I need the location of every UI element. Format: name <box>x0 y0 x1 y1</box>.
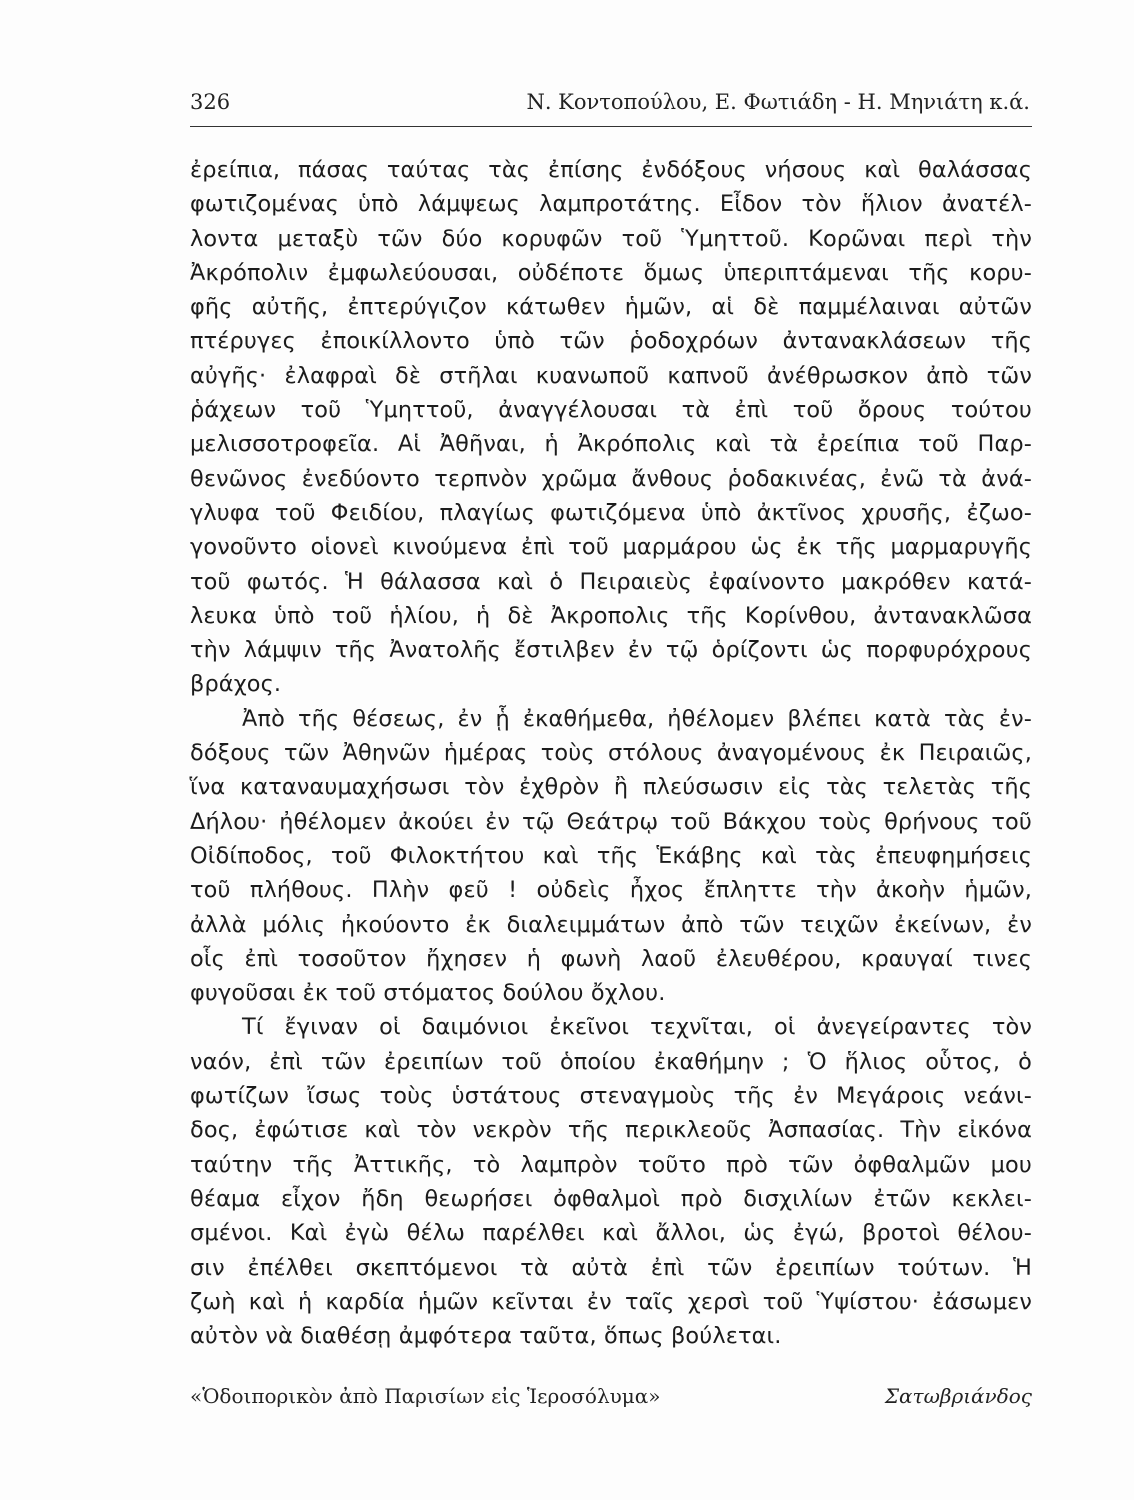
text-line: ζωὴ καὶ ἡ καρδία ἡμῶν κεῖνται ἐν ταῖς χερσὶ τοῦ Ὑψίστου· ἐάσωμεν <box>190 1288 1032 1315</box>
text-line: ἵνα καταναυμαχήσωσι τὸν ἐχθρὸν ἢ πλεύσωσιν εἰς τὰς τελετὰς τῆς <box>190 774 1032 801</box>
text-line: τοῦ πλήθους. Πλὴν φεῦ ! οὐδεὶς ἦχος ἔπληττε τὴν ἀκοὴν ἡμῶν, <box>190 877 1032 904</box>
text-line: βράχος. <box>190 671 282 698</box>
text-line: λοντα μεταξὺ τῶν δύο κορυφῶν τοῦ Ὑμηττοῦ. Κορῶναι περὶ τὴν <box>190 225 1032 252</box>
text-line: γλυφα τοῦ Φειδίου, πλαγίως φωτιζόμενα ὑπὸ ἀκτῖνος χρυσῆς, ἐζωο- <box>190 499 1032 526</box>
text-line: Δήλου· ἠθέλομεν ἀκούει ἐν τῷ Θεάτρῳ τοῦ Βάκχου τοὺς θρήνους τοῦ <box>190 808 1032 835</box>
text-line: φυγοῦσαι ἐκ τοῦ στόματος δούλου ὄχλου. <box>190 980 666 1007</box>
body-text <box>190 153 1032 1353</box>
text-line: πτέρυγες ἐποικίλλοντο ὑπὸ τῶν ῥοδοχρόων ἀντανακλάσεων τῆς <box>190 328 1032 355</box>
text-line: ῥάχεων τοῦ Ὑμηττοῦ, ἀναγγέλουσαι τὰ ἐπὶ τοῦ ὄρους τούτου <box>190 397 1032 424</box>
text-line: θέαμα εἶχον ἤδη θεωρήσει ὀφθαλμοὶ πρὸ δισχιλίων ἐτῶν κεκλει- <box>190 1185 1032 1212</box>
text-line: τὴν λάμψιν τῆς Ἀνατολῆς ἔστιλβεν ἐν τῷ ὁρίζοντι ὡς πορφυρόχρους <box>190 637 1032 664</box>
text-line: φωτίζων ἴσως τοὺς ὑστάτους στεναγμοὺς τῆς ἐν Μεγάροις νεάνι- <box>190 1083 1032 1110</box>
citation-source: «Ὁδοιπορικὸν ἀπὸ Παρισίων εἰς Ἱεροσόλυμα» <box>190 1384 661 1408</box>
text-line: μελισσοτροφεῖα. Αἱ Ἀθῆναι, ἡ Ἀκρόπολις καὶ τὰ ἐρείπια τοῦ Παρ- <box>190 431 1032 458</box>
text-line: οἷς ἐπὶ τοσοῦτον ἤχησεν ἡ φωνὴ λαοῦ ἐλευθέρου, κραυγαί τινες <box>190 945 1032 972</box>
text-line: δος, ἐφώτισε καὶ τὸν νεκρὸν τῆς περικλεοῦς Ἀσπασίας. Τὴν εἰκόνα <box>190 1117 1032 1144</box>
text-line: αὐγῆς· ἐλαφραὶ δὲ στῆλαι κυανωποῦ καπνοῦ ἀνέθρωσκον ἀπὸ τῶν <box>190 362 1032 389</box>
text-line: σμένοι. Καὶ ἐγὼ θέλω παρέλθει καὶ ἄλλοι, ὡς ἐγώ, βροτοὶ θέλου- <box>190 1220 1032 1247</box>
footer-citation <box>190 1384 1032 1420</box>
text-line: Τί ἔγιναν οἱ δαιμόνιοι ἐκεῖνοι τεχνῖται, οἱ ἀνεγείραντες τὸν <box>242 1014 1032 1041</box>
text-line: ἀλλὰ μόλις ἠκούοντο ἐκ διαλειμμάτων ἀπὸ τῶν τειχῶν ἐκείνων, ἐν <box>190 911 1032 938</box>
running-head <box>190 90 1030 122</box>
running-head-authors: Ν. Κοντοπούλου, Ε. Φωτιάδη - Η. Μηνιάτη κ.ά. <box>526 90 1030 114</box>
text-line: δόξους τῶν Ἀθηνῶν ἡμέρας τοὺς στόλους ἀναγομένους ἐκ Πειραιῶς, <box>190 740 1032 767</box>
text-line: θενῶνος ἐνεδύοντο τερπνὸν χρῶμα ἄνθους ῥοδακινέας, ἐνῶ τὰ ἀνά- <box>190 465 1032 492</box>
page-number: 326 <box>190 90 231 114</box>
text-line: φωτιζομένας ὑπὸ λάμψεως λαμπροτάτης. Εἶδον τὸν ἥλιον ἀνατέλ- <box>190 191 1032 218</box>
text-line: τοῦ φωτός. Ἡ θάλασσα καὶ ὁ Πειραιεὺς ἐφαίνοντο μακρόθεν κατά- <box>190 568 1032 595</box>
text-line: Ἀπὸ τῆς θέσεως, ἐν ᾗ ἐκαθήμεθα, ἠθέλομεν βλέπει κατὰ τὰς ἐν- <box>242 705 1032 732</box>
text-line: αὐτὸν νὰ διαθέσῃ ἀμφότερα ταῦτα, ὅπως βούλεται. <box>190 1323 782 1350</box>
text-line: ταύτην τῆς Ἀττικῆς, τὸ λαμπρὸν τοῦτο πρὸ τῶν ὀφθαλμῶν μου <box>190 1151 1032 1178</box>
text-line: ἐρείπια, πάσας ταύτας τὰς ἐπίσης ἐνδόξους νήσους καὶ θαλάσσας <box>190 157 1032 183</box>
text-line: Ἀκρόπολιν ἐμφωλεύουσαι, οὐδέποτε ὅμως ὑπεριπτάμεναι τῆς κορυ- <box>190 259 1032 286</box>
header-rule <box>190 126 1032 127</box>
text-line: λευκα ὑπὸ τοῦ ἡλίου, ἡ δὲ Ἀκροπολις τῆς Κορίνθου, ἀντανακλῶσα <box>190 602 1032 629</box>
citation-author: Σατωβριάνδος <box>884 1384 1032 1408</box>
text-line: σιν ἐπέλθει σκεπτόμενοι τὰ αὐτὰ ἐπὶ τῶν ἐρειπίων τούτων. Ἡ <box>190 1254 1032 1281</box>
text-line: ναόν, ἐπὶ τῶν ἐρειπίων τοῦ ὁποίου ἐκαθήμην ; Ὁ ἥλιος οὗτος, ὁ <box>190 1048 1032 1075</box>
text-line: γονοῦντο οἱονεὶ κινούμενα ἐπὶ τοῦ μαρμάρου ὡς ἐκ τῆς μαρμαρυγῆς <box>190 534 1032 561</box>
text-line: φῆς αὐτῆς, ἐπτερύγιζον κάτωθεν ἡμῶν, αἱ δὲ παμμέλαιναι αὐτῶν <box>190 294 1032 321</box>
text-line: Οἰδίποδος, τοῦ Φιλοκτήτου καὶ τῆς Ἑκάβης καὶ τὰς ἐπευφημήσεις <box>190 842 1032 869</box>
